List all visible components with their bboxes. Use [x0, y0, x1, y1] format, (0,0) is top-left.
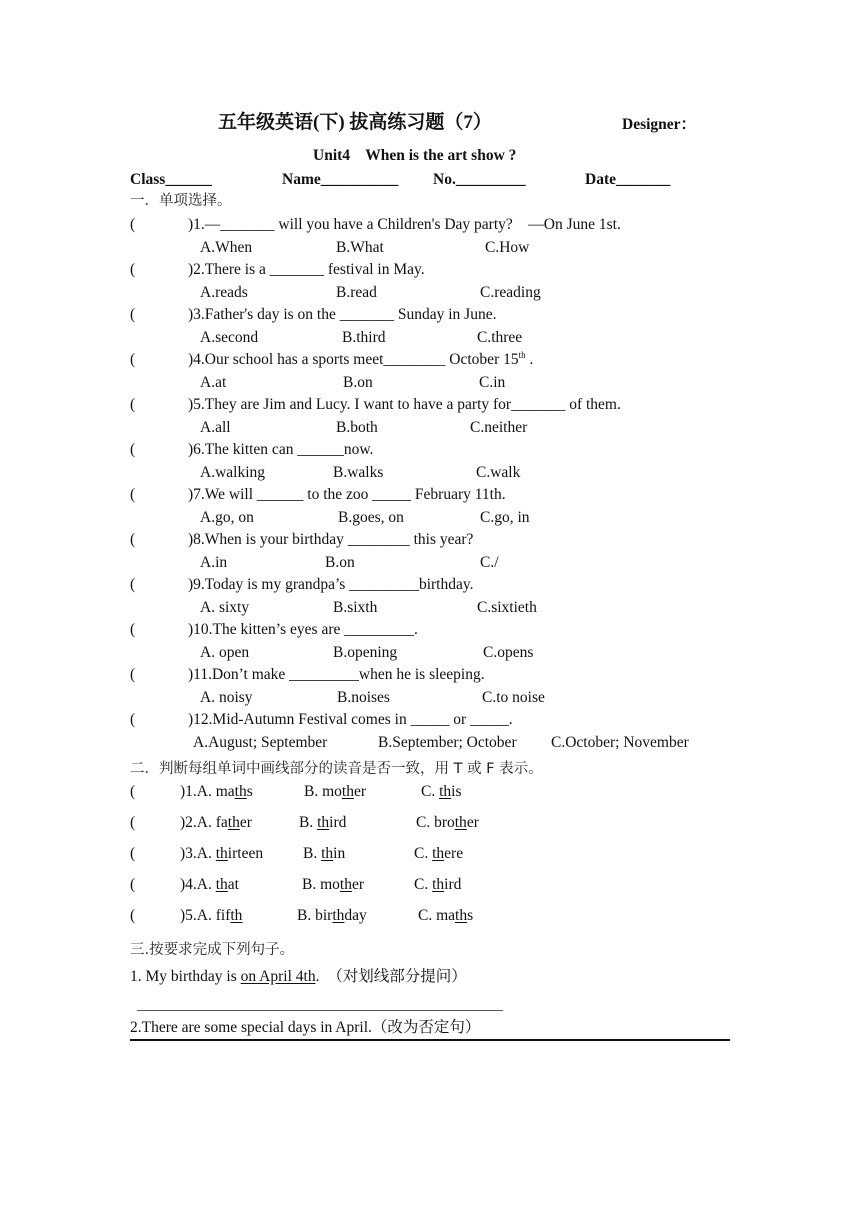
word-c	[416, 815, 479, 831]
word-b	[302, 877, 364, 893]
word-c	[414, 877, 461, 893]
underlined-letters: th	[234, 783, 247, 800]
section3-question-1	[130, 969, 467, 985]
answer-paren: (	[130, 396, 136, 413]
question-stem: )12.Mid-Autumn Festival comes in _____ or _____.	[188, 711, 513, 728]
section3-question-2: 2.There are some special days in April.（改为否定句）	[130, 1019, 481, 1036]
q1-post: . （对划线部分提问）	[315, 968, 467, 985]
word-part: at	[227, 876, 239, 893]
word-c	[414, 846, 463, 862]
question-stem: )3.Father's day is on the _______ Sunday in June.	[188, 306, 497, 323]
question-stem: )4.Our school has a sports meet________ October 15	[188, 351, 519, 368]
question-text	[188, 397, 621, 413]
underlined-letters: th	[332, 907, 345, 924]
answer-paren: (	[130, 711, 136, 728]
item-number: )2.A.	[180, 814, 216, 831]
answer-paren: (	[130, 814, 136, 831]
option-a: A. sixty	[200, 599, 250, 616]
option-b: B.opening	[333, 644, 398, 661]
item-number: )5.A.	[180, 907, 216, 924]
word-part: C. ma	[418, 907, 456, 924]
option-b: B.goes, on	[338, 509, 404, 526]
option-c: C.How	[485, 239, 530, 256]
question-text	[188, 712, 513, 728]
option-a: A. noisy	[200, 689, 253, 706]
word-part: ma	[215, 783, 235, 800]
word-part: C.	[421, 783, 440, 800]
word-part: B. mo	[304, 783, 342, 800]
option-b: B.third	[342, 329, 386, 346]
word-part: B.	[303, 845, 322, 862]
option-a: A.walking	[200, 464, 266, 481]
option-a: A.at	[200, 374, 227, 391]
underlined-letters: th	[321, 845, 334, 862]
option-a: A. open	[200, 644, 250, 661]
question-text	[188, 667, 485, 683]
word-part: C. bro	[416, 814, 455, 831]
option-a: A.in	[200, 554, 228, 571]
word-part: B.	[299, 814, 318, 831]
question-text	[188, 577, 473, 593]
option-c: C.three	[477, 329, 523, 346]
word-a	[180, 877, 239, 893]
question-stem: )1.—_______ will you have a Children's Day party? —On June 1st.	[188, 216, 621, 233]
underlined-letters: th	[215, 845, 228, 862]
word-c	[421, 784, 462, 800]
answer-line-1	[137, 1010, 503, 1011]
word-b	[303, 846, 345, 862]
word-a	[180, 815, 252, 831]
option-b: B.both	[336, 419, 378, 436]
designer-label: Designer：	[622, 116, 697, 133]
underlined-letters: th	[455, 907, 468, 924]
section1-heading: 一．单项选择。	[130, 193, 232, 209]
option-b: B.read	[336, 284, 377, 301]
question-stem: )9.Today is my grandpa’s _________birthday.	[188, 576, 474, 593]
option-b: B.sixth	[333, 599, 378, 616]
word-c	[418, 908, 473, 924]
option-c: C.reading	[480, 284, 541, 301]
question-text	[188, 532, 473, 548]
answer-paren: (	[130, 621, 136, 638]
question-stem: )7.We will ______ to the zoo _____ February 11th.	[188, 486, 506, 503]
underlined-letters: th	[432, 845, 445, 862]
question-text	[188, 487, 506, 503]
word-part: in	[333, 845, 346, 862]
q1-pre: 1. My birthday is	[130, 968, 241, 985]
option-c: C./	[480, 554, 499, 571]
answer-paren: (	[130, 486, 136, 503]
underlined-letters: th	[439, 783, 452, 800]
question-stem-end: .	[525, 351, 534, 368]
word-part: er	[351, 876, 365, 893]
date-field: Date_______	[585, 171, 671, 188]
class-field: Class______	[130, 171, 212, 188]
underlined-letters: th	[454, 814, 467, 831]
page-title: 五年级英语(下) 拔高练习题（7）	[218, 112, 492, 133]
question-stem: )5.They are Jim and Lucy. I want to have a party for_______ of them.	[188, 396, 621, 413]
underlined-letters: th	[230, 907, 243, 924]
option-b: B.on	[343, 374, 373, 391]
answer-paren: (	[130, 666, 136, 683]
option-a: A.all	[200, 419, 231, 436]
word-part: fif	[215, 907, 231, 924]
answer-paren: (	[130, 261, 136, 278]
option-a: A.When	[200, 239, 253, 256]
word-part: irteen	[227, 845, 264, 862]
option-c: C.sixtieth	[477, 599, 537, 616]
name-field: Name__________	[282, 171, 399, 188]
option-b: B.September; October	[378, 734, 517, 751]
option-b: B.noises	[337, 689, 390, 706]
option-b: B.on	[325, 554, 355, 571]
underlined-letters: th	[317, 814, 330, 831]
option-c: C.October; November	[551, 734, 689, 751]
no-field: No._________	[433, 171, 526, 188]
item-number: )3.A.	[180, 845, 216, 862]
option-a: A.go, on	[200, 509, 254, 526]
q1-underlined: on April 4th	[240, 968, 316, 985]
word-part: er	[353, 783, 367, 800]
underlined-letters: th	[339, 876, 352, 893]
question-stem: )6.The kitten can ______now.	[188, 441, 374, 458]
underlined-letters: th	[215, 876, 228, 893]
word-a	[180, 784, 253, 800]
option-c: C.in	[479, 374, 506, 391]
underlined-letters: th	[227, 814, 240, 831]
question-text	[188, 622, 418, 638]
question-text	[188, 442, 373, 458]
word-part: ird	[444, 876, 462, 893]
word-part: day	[344, 907, 367, 924]
answer-paren: (	[130, 576, 136, 593]
word-b	[299, 815, 346, 831]
unit-title: Unit4 When is the art show ?	[313, 147, 517, 164]
option-b: B.What	[336, 239, 384, 256]
item-number: )4.A.	[180, 876, 216, 893]
answer-paren: (	[130, 306, 136, 323]
option-c: C.go, in	[480, 509, 530, 526]
word-part: ird	[329, 814, 347, 831]
underlined-letters: th	[341, 783, 354, 800]
question-text	[188, 307, 496, 323]
word-part: C.	[414, 845, 433, 862]
item-number: )1.A.	[180, 783, 216, 800]
word-a	[180, 846, 263, 862]
question-text	[188, 217, 621, 233]
option-b: B.walks	[333, 464, 384, 481]
word-a	[180, 908, 242, 924]
word-part: s	[246, 783, 253, 800]
question-text	[188, 262, 425, 278]
option-a: A.reads	[200, 284, 248, 301]
word-part: B. bir	[297, 907, 333, 924]
question-text	[188, 352, 533, 368]
option-c: C.opens	[483, 644, 534, 661]
word-b	[297, 908, 367, 924]
question-superscript: th	[518, 350, 526, 360]
answer-paren: (	[130, 351, 136, 368]
word-part: B. mo	[302, 876, 340, 893]
answer-paren: (	[130, 845, 136, 862]
option-a: A.second	[200, 329, 259, 346]
word-part: er	[239, 814, 252, 831]
word-b	[304, 784, 366, 800]
answer-paren: (	[130, 441, 136, 458]
word-part: s	[467, 907, 474, 924]
option-c: C.to noise	[482, 689, 545, 706]
word-part: er	[466, 814, 479, 831]
word-part: is	[451, 783, 462, 800]
question-stem: )10.The kitten’s eyes are _________.	[188, 621, 418, 638]
word-part: fa	[215, 814, 228, 831]
answer-paren: (	[130, 907, 136, 924]
answer-paren: (	[130, 216, 136, 233]
underlined-letters: th	[432, 876, 445, 893]
question-stem: )11.Don’t make _________when he is sleeping.	[188, 666, 485, 683]
section2-heading: 二．判断每组单词中画线部分的读音是否一致，用 T 或 F 表示。	[130, 761, 543, 777]
answer-paren: (	[130, 876, 136, 893]
section3-heading: 三.按要求完成下列句子。	[130, 942, 295, 958]
question-stem: )8.When is your birthday ________ this year?	[188, 531, 474, 548]
question-stem: )2.There is a _______ festival in May.	[188, 261, 425, 278]
option-c: C.neither	[470, 419, 528, 436]
option-a: A.August; September	[193, 734, 328, 751]
word-part: ere	[444, 845, 464, 862]
option-c: C.walk	[476, 464, 521, 481]
answer-paren: (	[130, 783, 136, 800]
answer-line-2	[130, 1039, 730, 1041]
answer-paren: (	[130, 531, 136, 548]
word-part: C.	[414, 876, 433, 893]
